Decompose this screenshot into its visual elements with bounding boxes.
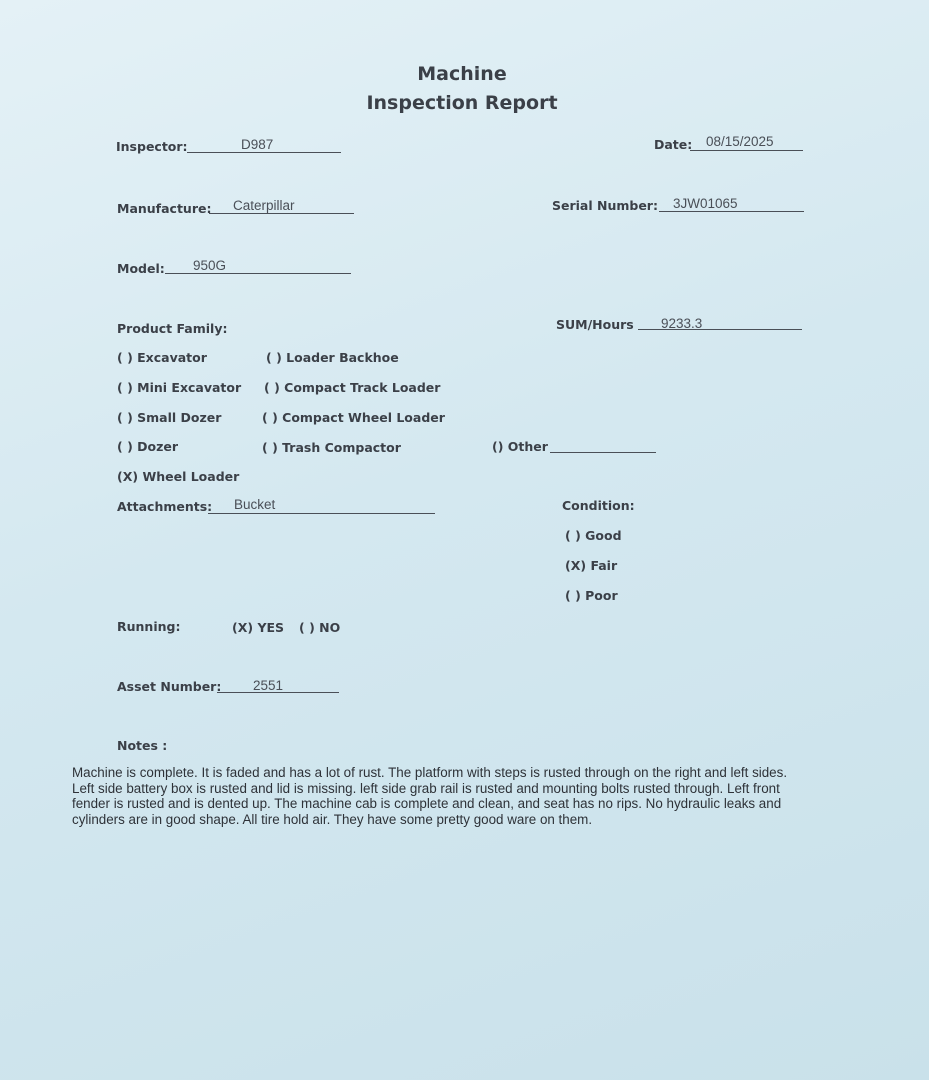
option-compact-track-loader[interactable] <box>264 380 440 395</box>
running-label: Running: <box>117 619 181 634</box>
condition-good-label: Good <box>585 528 622 543</box>
option-mini-excavator[interactable] <box>117 380 241 395</box>
asset-number-label: Asset Number: <box>117 679 222 694</box>
notes-line-3: fender is rusted and is dented up. The machine cab is complete and clean, and seat has no rips. No hydraulic leaks and <box>72 796 782 811</box>
product-family-label: Product Family: <box>117 321 228 336</box>
option-dozer-mark: ( ) <box>117 439 133 454</box>
asset-number-value: 2551 <box>253 678 284 693</box>
model-value: 950G <box>193 258 227 273</box>
date-value: 08/15/2025 <box>706 134 774 149</box>
running-no[interactable] <box>299 620 340 635</box>
option-other[interactable] <box>492 439 548 454</box>
date-label: Date: <box>654 137 693 152</box>
serial-number-value: 3JW01065 <box>673 196 738 211</box>
running-no-label: NO <box>319 620 341 635</box>
condition-good-mark: ( ) <box>565 528 581 543</box>
manufacture-underline <box>209 213 354 214</box>
option-trash-compactor-mark: ( ) <box>262 440 278 455</box>
option-wheel-loader[interactable] <box>117 469 239 484</box>
option-excavator-label: Excavator <box>137 350 207 365</box>
report-title-line1: Machine <box>417 63 507 85</box>
option-compact-wheel-loader[interactable] <box>262 410 445 425</box>
other-underline <box>550 452 656 453</box>
condition-good[interactable] <box>565 528 622 543</box>
condition-fair-mark: (X) <box>565 558 587 573</box>
notes-text <box>72 765 914 827</box>
running-yes[interactable] <box>232 620 284 635</box>
sum-hours-label: SUM/Hours <box>556 317 634 332</box>
report-title-line2: Inspection Report <box>366 92 558 114</box>
sum-hours-value: 9233.3 <box>661 316 703 331</box>
attachments-value: Bucket <box>234 497 276 512</box>
notes-line-4: cylinders are in good shape. All tire hold air. They have some pretty good ware on them. <box>72 811 593 827</box>
option-small-dozer[interactable] <box>117 410 221 425</box>
option-small-dozer-label: Small Dozer <box>137 410 222 425</box>
condition-poor[interactable] <box>565 588 618 603</box>
serial-number-label: Serial Number: <box>552 198 658 213</box>
inspector-underline <box>187 152 341 153</box>
option-loader-backhoe-label: Loader Backhoe <box>286 350 399 365</box>
option-dozer[interactable] <box>117 439 178 454</box>
running-yes-mark: (X) <box>232 620 254 635</box>
model-label: Model: <box>117 261 165 276</box>
serial-number-underline <box>659 211 804 212</box>
condition-poor-label: Poor <box>585 588 618 603</box>
attachments-underline <box>208 513 435 514</box>
option-compact-track-loader-label: Compact Track Loader <box>284 380 441 395</box>
running-no-mark: ( ) <box>299 620 315 635</box>
running-yes-label: YES <box>257 620 285 635</box>
option-loader-backhoe-mark: ( ) <box>266 350 282 365</box>
option-mini-excavator-mark: ( ) <box>117 380 133 395</box>
manufacture-value: Caterpillar <box>233 198 295 213</box>
option-compact-wheel-loader-label: Compact Wheel Loader <box>282 410 445 425</box>
manufacture-label: Manufacture: <box>117 201 212 216</box>
notes-label: Notes : <box>117 738 168 753</box>
condition-poor-mark: ( ) <box>565 588 581 603</box>
option-excavator-mark: ( ) <box>117 350 133 365</box>
option-mini-excavator-label: Mini Excavator <box>137 380 242 395</box>
option-other-label: Other <box>507 439 548 454</box>
option-dozer-label: Dozer <box>137 439 179 454</box>
notes-line-1: Machine is complete. It is faded and has a lot of rust. The platform with steps is rusted through on the right and left sides. <box>72 765 788 780</box>
condition-fair-label: Fair <box>590 558 618 573</box>
inspector-value: D987 <box>241 137 274 152</box>
option-excavator[interactable] <box>117 350 207 365</box>
model-underline <box>165 273 351 274</box>
condition-label: Condition: <box>562 498 635 513</box>
option-trash-compactor[interactable] <box>262 440 401 455</box>
option-wheel-loader-mark: (X) <box>117 469 139 484</box>
option-small-dozer-mark: ( ) <box>117 410 133 425</box>
option-compact-track-loader-mark: ( ) <box>264 380 280 395</box>
option-wheel-loader-label: Wheel Loader <box>142 469 240 484</box>
notes-line-2: Left side battery box is rusted and lid is missing. left side grab rail is rusted and mounting bolts rusted through. Left front <box>72 780 780 796</box>
inspector-label: Inspector: <box>116 139 188 154</box>
option-other-mark: () <box>492 439 504 454</box>
attachments-label: Attachments: <box>117 499 213 514</box>
condition-fair[interactable] <box>565 558 617 573</box>
option-compact-wheel-loader-mark: ( ) <box>262 410 278 425</box>
option-loader-backhoe[interactable] <box>266 350 399 365</box>
date-underline <box>690 150 803 151</box>
option-trash-compactor-label: Trash Compactor <box>282 440 401 455</box>
